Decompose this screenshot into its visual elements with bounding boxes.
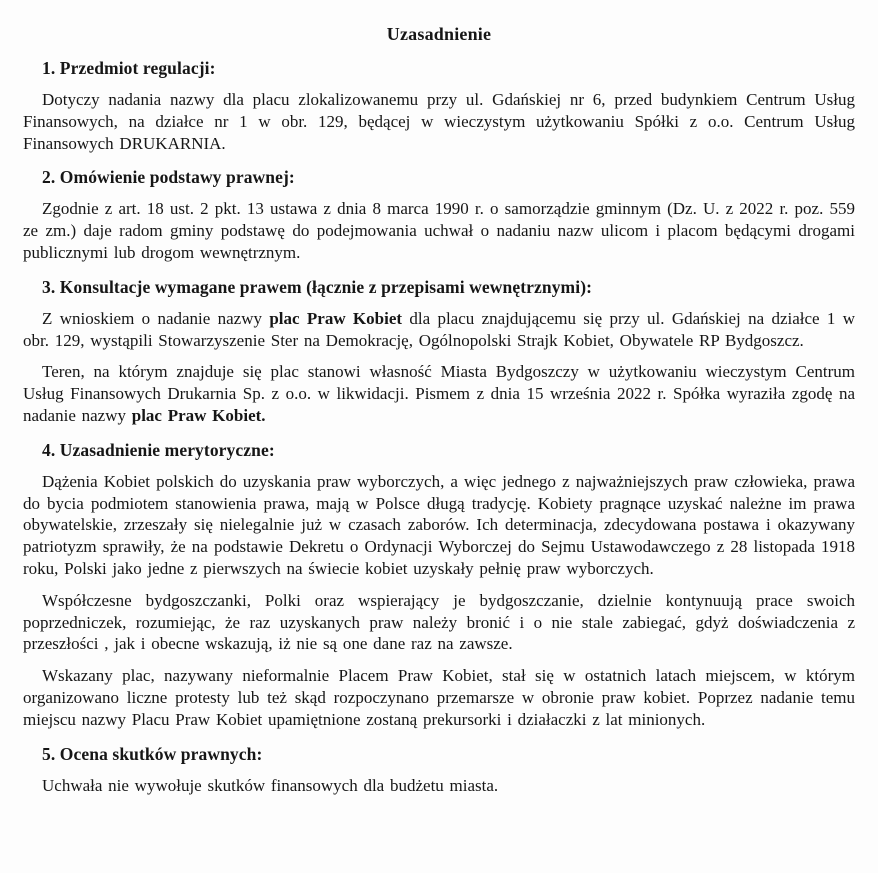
paragraph [23,471,855,580]
paragraph [23,590,855,655]
text-run: Uchwała nie wywołuje skutków finansowych dla budżetu miasta. [42,775,499,795]
section-heading-5: 5. Ocena skutków prawnych: [42,743,263,764]
text-run: Dotyczy nadania nazwy dla placu zlokalizowanemu przy ul. Gdańskiej nr 6, przed budynkiem Centrum Usług Finansowych, na działce nr 1 w obr. 129, będącej w wieczystym użytkowaniu Spółki z o.o. Centrum Usług Finansowych DRUKARNIA. [23,90,855,153]
paragraph [23,665,855,730]
section-heading-2: 2. Omówienie podstawy prawnej: [42,167,295,188]
section-heading-4: 4. Uzasadnienie merytoryczne: [42,439,275,460]
text-run: Wskazany plac, nazywany nieformalnie Placem Praw Kobiet, stał się w ostatnich latach miejscem, w którym organizowano liczne protesty lub też skąd rozpoczynano przemarsze w obronie praw kobiet. Poprzez nadanie temu miejscu nazwy Placu Praw Kobiet upamiętnione zostaną prekursorki i działaczki z lat minionych. [23,666,855,729]
text-run: dla placu znajdującemu się przy ul. Gdańskiej na działce 1 w obr. 129, wystąpili Stowarzyszenie Ster na Demokrację, Ogólnopolski Strajk Kobiet, Obywatele RP Bydgoszcz. [23,308,855,350]
section-heading-3: 3. Konsultacje wymagane prawem (łącznie z przepisami wewnętrznymi): [42,276,593,297]
paragraph [23,308,855,352]
paragraph [23,89,855,154]
document-body [23,58,855,796]
paragraph [23,198,855,263]
paragraph [23,361,855,426]
text-run: Z wnioskiem o nadanie nazwy [42,308,270,328]
text-run: Współczesne bydgoszczanki, Polki oraz wspierający je bydgoszczanie, dzielnie kontynuują prace swoich poprzedniczek, rozumiejąc, że raz uzyskanych praw należy bronić i o nie stale zabiegać, gdyż doświadczenia z przeszłości , jak i obecne wskazują, iż nie są one dane raz na zawsze. [23,590,855,654]
text-run: Teren, na którym znajduje się plac stanowi własność Miasta Bydgoszczy w użytkowaniu wieczystym Centrum Usług Finansowych Drukarnia Sp. z o.o. w likwidacji. Pismem z dnia 15 września 2022 r. Spółka wyraziła zgodę na nadanie nazwy [23,362,855,425]
bold-text-run: plac Praw Kobiet [269,308,403,328]
paragraph [23,775,855,797]
text-run: Zgodnie z art. 18 ust. 2 pkt. 13 ustawa z dnia 8 marca 1990 r. o samorządzie gminnym (Dz. U. z 2022 r. poz. 559 ze zm.) daje radom gminy podstawę do podejmowania uchwał o nadaniu nazw ulicom i placom będącymi drogami publicznymi lub drogom wewnętrznym. [23,199,855,262]
text-run: Dążenia Kobiet polskich do uzyskania praw wyborczych, a więc jednego z najważniejszych praw człowieka, prawa do bycia podmiotem stanowienia prawa, mają w Polsce długą tradycję. Kobiety pragnące uzyskać należne im prawa obywatelskie, zrzeszały się nielegalnie już w czasach zaborów. Ich determinacja, zdecydowana postawa i okazywany patriotyzm sprawiły, że na podstawie Dekretu o Ordynacji Wyborczej do Sejmu Ustawodawczego z 28 listopada 1918 roku, Polski jako jedne z pierwszych na świecie kobiet uzyskały pełnię praw wyborczych. [23,471,855,578]
bold-text-run: plac Praw Kobiet. [131,405,266,425]
document-title: Uzasadnienie [386,24,492,44]
section-heading-1: 1. Przedmiot regulacji: [42,58,216,78]
